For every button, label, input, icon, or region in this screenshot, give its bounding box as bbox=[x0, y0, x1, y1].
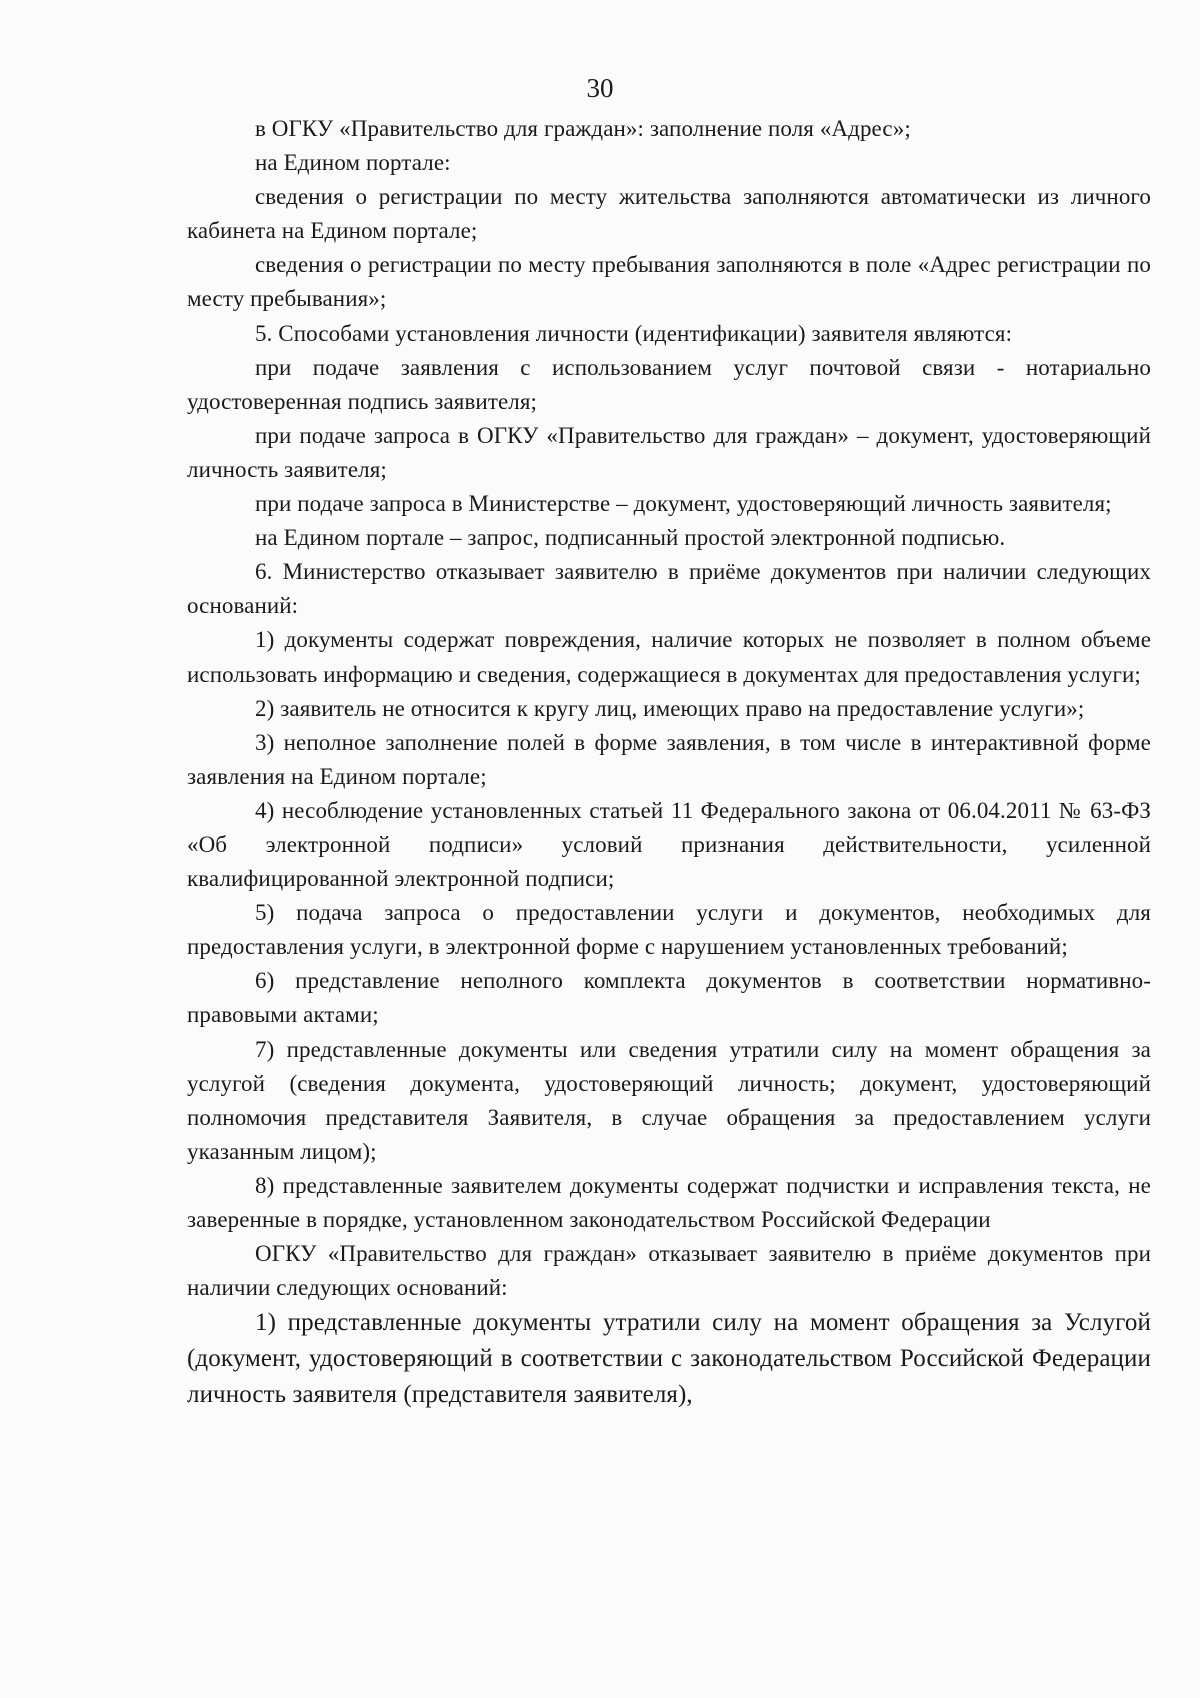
paragraph: 4) несоблюдение установленных статьей 11 Федерального закона от 06.04.2011 № 63-ФЗ «Об электронной подписи» условий признания действительности, усиленной квалифицированной электронной подписи; bbox=[187, 797, 1151, 892]
paragraph: в ОГКУ «Правительство для граждан»: заполнение поля «Адрес»; bbox=[255, 116, 911, 141]
paragraph: ОГКУ «Правительство для граждан» отказывает заявителю в приёме документов при наличии следующих оснований: bbox=[187, 1241, 1151, 1301]
paragraph: при подаче заявления с использованием услуг почтовой связи - нотариально удостоверенная подпись заявителя; bbox=[187, 354, 1151, 414]
paragraph: 1) представленные документы утратили силу на момент обращения за Услугой (документ, удостоверяющий в соответствии с законодательством Российской Федерации личность заявителя (представителя заявителя), bbox=[187, 1309, 1151, 1409]
paragraph: на Едином портале – запрос, подписанный простой электронной подписью. bbox=[255, 525, 1006, 551]
paragraph: на Едином портале: bbox=[255, 150, 451, 176]
paragraph: 2) заявитель не относится к кругу лиц, имеющих право на предоставление услуги»; bbox=[255, 695, 1085, 721]
paragraph: 1) документы содержат повреждения, наличие которых не позволяет в полном объеме использовать информацию и сведения, содержащиеся в документах для предоставления услуги; bbox=[187, 627, 1151, 687]
paragraph: 6. Министерство отказывает заявителю в приёме документов при наличии следующих оснований: bbox=[187, 559, 1151, 619]
paragraph: 7) представленные документы или сведения утратили силу на момент обращения за услугой (сведения документа, удостоверяющий личность; документ, удостоверяющий полномочия представителя Заявителя, в случае обращения за предоставлением услуги указанным лицом); bbox=[187, 1036, 1151, 1164]
paragraph: при подаче запроса в ОГКУ «Правительство для граждан» – документ, удостоверяющий личность заявителя; bbox=[187, 422, 1151, 482]
page-number: 30 bbox=[586, 73, 614, 103]
paragraph: сведения о регистрации по месту пребывания заполняются в поле «Адрес регистрации по месту пребывания»; bbox=[187, 252, 1151, 312]
paragraph: при подаче запроса в Министерстве – документ, удостоверяющий личность заявителя; bbox=[255, 491, 1112, 517]
document-body bbox=[187, 112, 1151, 1413]
paragraph: 5) подача запроса о предоставлении услуги и документов, необходимых для предоставления услуги, в электронной форме с нарушением установленных требований; bbox=[187, 900, 1151, 960]
paragraph: сведения о регистрации по месту жительства заполняются автоматически из личного кабинета на Едином портале; bbox=[187, 184, 1151, 244]
paragraph: 3) неполное заполнение полей в форме заявления, в том числе в интерактивной форме заявления на Едином портале; bbox=[187, 729, 1151, 789]
paragraph: 6) представление неполного комплекта документов в соответствии нормативно-правовыми актами; bbox=[187, 968, 1151, 1028]
paragraph: 8) представленные заявителем документы содержат подчистки и исправления текста, не заверенные в порядке, установленном законодательством Российской Федерации bbox=[187, 1172, 1151, 1232]
paragraph: 5. Способами установления личности (идентификации) заявителя являются: bbox=[255, 320, 1013, 346]
